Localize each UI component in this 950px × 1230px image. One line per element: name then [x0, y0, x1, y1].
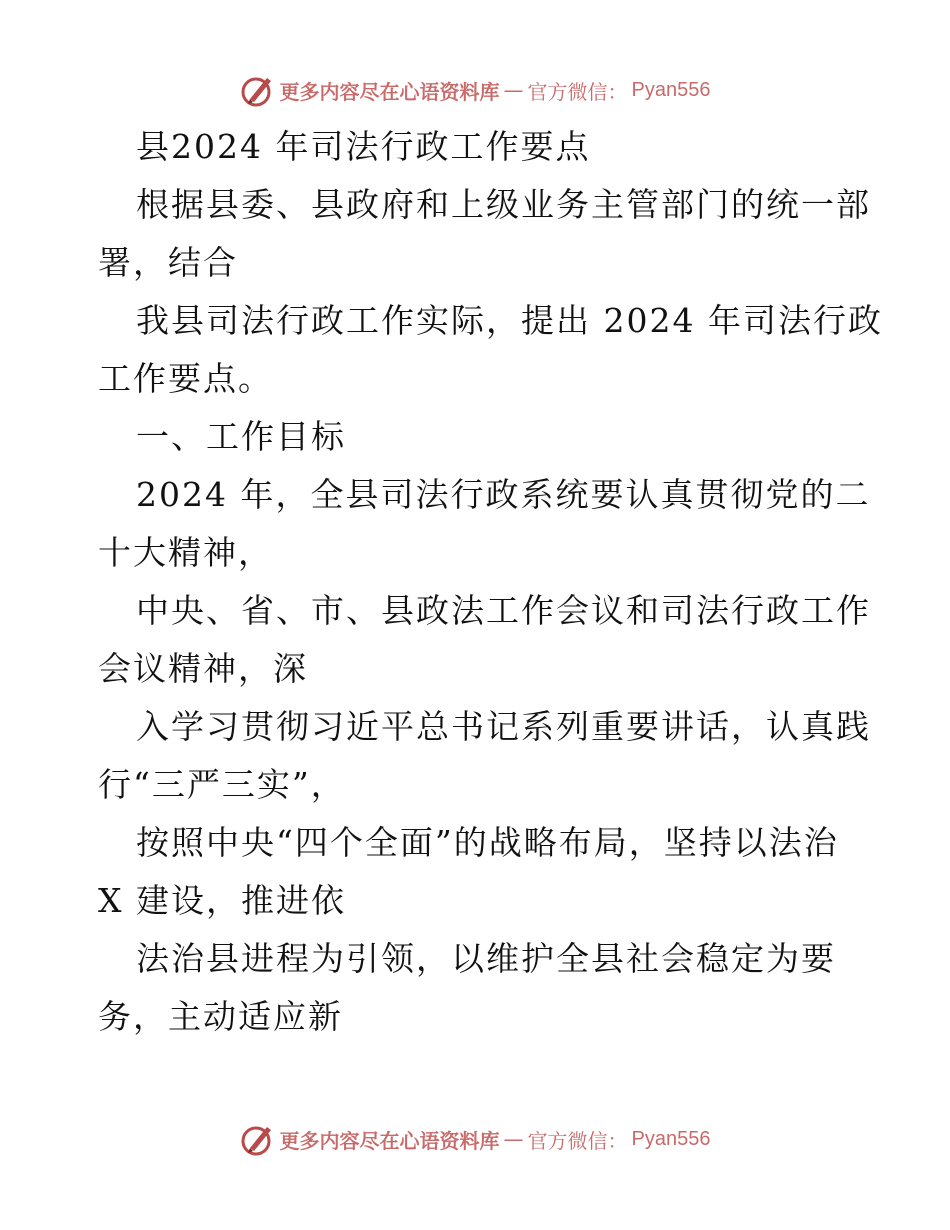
- pen-circle-logo-icon: [240, 72, 276, 108]
- paragraph-line: 入学习贯彻习近平总书记系列重要讲话，认真践: [136, 707, 871, 746]
- paragraph-line: 法治县进程为引领，以维护全县社会稳定为要: [136, 939, 836, 978]
- section-heading: 一、工作目标: [136, 417, 346, 456]
- paragraph-line: 行“三严三实”，: [98, 765, 346, 804]
- header-banner: [0, 70, 950, 110]
- paragraph-line: 务，主动适应新: [98, 997, 343, 1036]
- paragraph-line: 根据县委、县政府和上级业务主管部门的统一部: [136, 185, 871, 224]
- banner-separator: —: [503, 1127, 524, 1151]
- paragraph-line: 工作要点。: [98, 359, 273, 398]
- header-banner-content: [240, 72, 711, 108]
- paragraph-line: 我县司法行政工作实际，提出 2024 年司法行政: [136, 301, 883, 340]
- banner-wechat-id: Pyan556: [631, 78, 711, 101]
- paragraph-line: 按照中央“四个全面”的战略布局，坚持以法治: [136, 823, 839, 862]
- banner-label: 官方微信：: [527, 79, 628, 104]
- paragraph-line: 十大精神，: [98, 533, 273, 572]
- banner-separator: —: [503, 78, 524, 102]
- banner-brand-text: 更多内容尽在心语资料库: [279, 79, 500, 104]
- paragraph-line: 会议精神，深: [98, 649, 308, 688]
- paragraph-line: 署，结合: [98, 243, 238, 282]
- paragraph-line: 中央、省、市、县政法工作会议和司法行政工作: [136, 591, 871, 630]
- banner-label: 官方微信：: [527, 1128, 628, 1153]
- banner-brand-text: 更多内容尽在心语资料库: [279, 1128, 500, 1153]
- banner-wechat-id: Pyan556: [631, 1127, 711, 1150]
- document-body: [98, 118, 883, 1046]
- paragraph-line: 2024 年，全县司法行政系统要认真贯彻党的二: [136, 475, 871, 514]
- footer-banner: [0, 1119, 950, 1159]
- pen-circle-logo-icon: [240, 1121, 276, 1157]
- footer-banner-content: [240, 1121, 711, 1157]
- paragraph-line: X 建设，推进依: [98, 881, 346, 920]
- document-title: 县2024 年司法行政工作要点: [136, 127, 591, 166]
